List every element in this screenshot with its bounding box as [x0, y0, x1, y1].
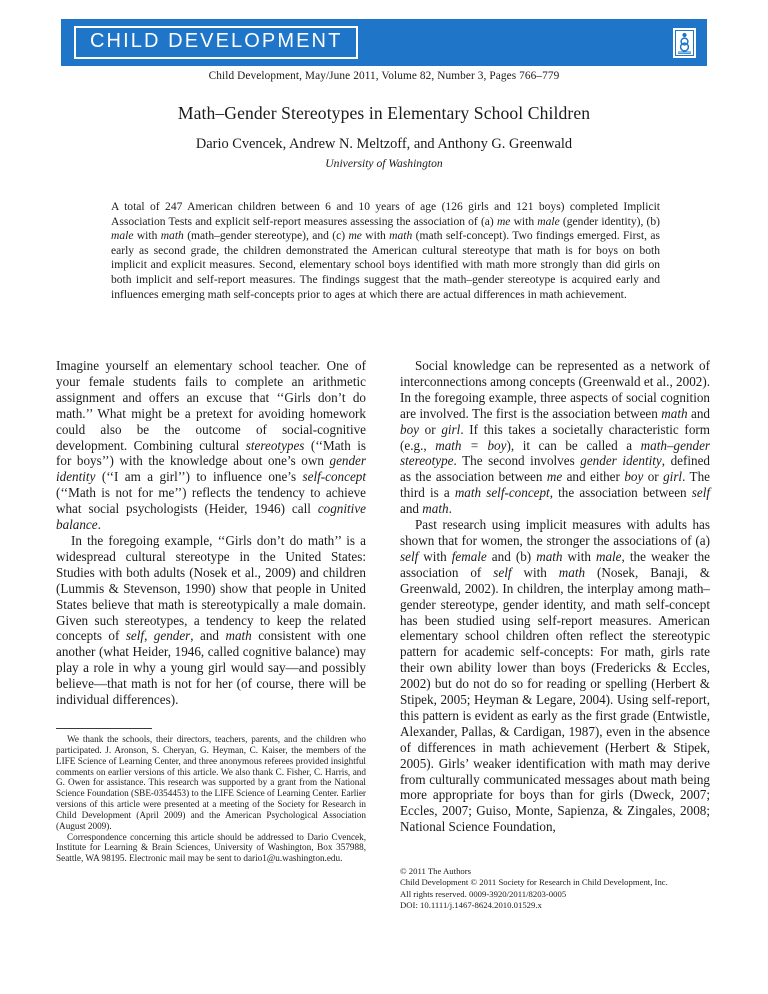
paragraph-emphasis: math = boy	[435, 437, 507, 453]
paragraph-text: or	[418, 421, 442, 437]
abstract-emphasis: me	[496, 215, 511, 228]
paragraph-text: . The third is a	[400, 469, 710, 501]
paragraph-emphasis: cognitive balance	[56, 501, 366, 533]
journal-citation-line: Child Development, May/June 2011, Volume 82, Number 3, Pages 766–779	[208, 70, 560, 82]
abstract-text: (gender identity), (b)	[559, 215, 660, 228]
paragraph-emphasis: stereotypes	[245, 437, 305, 453]
paragraph-text: with	[511, 564, 559, 580]
paragraph-text: , the weaker the association of	[400, 548, 710, 580]
paragraph-text: . If this takes a societally characteristic form (e.g.,	[400, 421, 710, 453]
journal-name-box	[74, 26, 358, 59]
paragraph-text: Past research using implicit measures with adults has shown that for women, the stronger the associations of (a)	[400, 517, 710, 548]
paragraph-text: with	[562, 548, 596, 564]
paragraph-emphasis: male	[595, 548, 622, 564]
paragraph-emphasis: math	[536, 548, 563, 564]
paragraph-text: and	[687, 405, 710, 421]
paragraph-text: (‘‘Math is not for me’’) reflects the tendency to achieve what social psychologists (Heider, 1946) call	[56, 485, 366, 517]
paragraph-text: and either	[562, 469, 625, 485]
paragraph-emphasis: girl	[663, 469, 683, 485]
article-authors: Dario Cvencek, Andrew N. Meltzoff, and Anthony G. Greenwald	[195, 136, 573, 152]
abstract-text: (math–gender stereotype), and (c)	[183, 230, 349, 243]
paragraph-emphasis: gender identity	[580, 453, 662, 469]
paragraph-emphasis: me	[546, 469, 563, 485]
paragraph-emphasis: boy	[400, 421, 419, 437]
paragraph-text: ,	[144, 628, 154, 644]
body-column-left	[56, 358, 366, 708]
article-affiliation: University of Washington	[325, 157, 443, 170]
paragraph-emphasis: self	[400, 548, 419, 564]
paragraph-emphasis: math	[558, 564, 586, 580]
paragraph	[56, 533, 366, 708]
paragraph-emphasis: math	[661, 405, 688, 421]
paragraph-emphasis: math	[225, 628, 252, 644]
abstract-text: with	[133, 230, 161, 243]
abstract-emphasis: male	[111, 230, 134, 243]
journal-name: CHILD DEVELOPMENT	[90, 30, 343, 52]
paragraph-text: Imagine yourself an elementary school teacher. One of your female students fails to complete an arithmetic assignment and offers an excuse that ‘‘Girls don’t do math.’’ What might be a pretext for avoiding homework could also be the outcome of social-cognitive development. Combining cultural	[56, 358, 366, 453]
paragraph-text: ), it can be called a	[506, 437, 641, 453]
page-title: Math–Gender Stereotypes in Elementary School Children	[177, 103, 591, 123]
paragraph-emphasis: gender identity	[56, 453, 366, 485]
paragraph-text: .	[97, 517, 101, 533]
paragraph-emphasis: boy	[624, 469, 644, 485]
paragraph-text: In the foregoing example, ‘‘Girls don’t do math’’ is a widespread cultural stereotype in the United States: Studies with both adults (Nosek et al., 2009) and children (Lummis & Stevenson, 1990) show that people in United States believe that math is stereotypically a male domain. Given such stereotypes, a tendency to keep the related concepts of	[56, 532, 366, 644]
journal-masthead-banner	[61, 19, 707, 66]
copyright-block	[400, 866, 710, 912]
paragraph-text: , defined as the association between	[400, 453, 711, 485]
paragraph-text: with	[418, 548, 452, 564]
paragraph-text: or	[643, 469, 664, 485]
paragraph-text: (‘‘Math is for boys’’) with the knowledge about one’s own	[56, 437, 366, 469]
srcd-society-emblem-icon	[673, 28, 696, 58]
abstract-emphasis: math	[160, 230, 184, 243]
footnote-block	[56, 728, 366, 864]
abstract-text: A total of 247 American children between 6 and 10 years of age (126 girls and 121 boys) completed Implicit Association Tests and explicit self-report measures assessing the association of (a)	[111, 201, 660, 228]
paragraph-text: consistent with one another (what Heider, 1946, called cognitive balance) may play a role in why a young girl would say—and possibly believe—that math is not for her (of course, there will be individual differences).	[56, 628, 366, 708]
paragraph-text: . The second involves	[453, 453, 581, 469]
footnote-acknowledgments: We thank the schools, their directors, teachers, parents, and the children who participated. J. Aronson, S. Cheryan, G. Heyman, C. Kaiser, the members of the LIFE Science of Learning Center, and three anonymous referees provided insightful comments on earlier versions of this article. We also thank C. Fisher, C. Harris, and G. Owen for assistance. This research was supported by a grant from the National Science Foundation (SBE-0354453) to the LIFE Science of Learning Center. Earlier versions of this article were presented at a meeting of the Society for Research in Child Development (April 2009) and the American Psychological Association (August 2009).	[56, 734, 366, 831]
copyright-doi-line: DOI: 10.1111/j.1467-8624.2010.01529.x	[400, 900, 542, 911]
paragraph	[56, 358, 366, 533]
paragraph	[400, 517, 710, 835]
article-abstract	[111, 200, 660, 302]
body-column-right	[400, 358, 710, 835]
paragraph-emphasis: math self-concept	[454, 485, 550, 501]
paragraph-emphasis: self-concept	[302, 469, 366, 485]
abstract-text: (math self-concept). Two findings emerged. First, as early as second grade, the children demonstrated the American cultural stereotype that math is for boys on both implicit and explicit measures. Second, elementary school boys identified with math more strongly than did girls on both implicit and self-report measures. The findings suggest that the math–gender stereotype is acquired early and influences emerging math self-concepts prior to ages at which there are actual differences in math achievement.	[111, 230, 661, 301]
paragraph-text: (‘‘I am a girl’’) to influence one’s	[95, 469, 303, 485]
paragraph-text: and	[400, 501, 423, 517]
paragraph-text: , and	[190, 628, 226, 644]
copyright-society-line: Child Development © 2011 Society for Research in Child Development, Inc.	[400, 877, 668, 888]
abstract-text: with	[510, 215, 538, 228]
paragraph-emphasis: female	[451, 548, 487, 564]
paragraph-text: and (b)	[486, 548, 537, 564]
paragraph-emphasis: self	[125, 628, 145, 644]
paragraph	[400, 358, 710, 517]
paragraph-emphasis: gender	[153, 628, 191, 644]
paragraph-text: .	[448, 501, 452, 517]
paragraph-emphasis: girl	[441, 421, 461, 437]
paragraph-text: Social knowledge can be represented as a network of interconnections among concepts (Greenwald et al., 2002). In the foregoing example, three aspects of social cognition are involved. The first is the association between	[400, 358, 710, 421]
abstract-emphasis: male	[537, 215, 560, 228]
paragraph-emphasis: self	[493, 564, 512, 580]
footnote-correspondence: Correspondence concerning this article should be addressed to Dario Cvencek, Institute for Learning & Brain Sciences, University of Washington, Box 357988, Seattle, WA 98195. Electronic mail may be sent to dario1@u.washington.edu.	[56, 831, 366, 864]
footnote-divider	[56, 728, 152, 729]
paragraph-emphasis: math–gender stereotype	[400, 437, 711, 469]
paragraph-text: (Nosek, Banaji, & Greenwald, 2002). In children, the interplay among math–gender stereotype, gender identity, and math self-concept has been studied using self-report measures. American elementary school children often reflect the stereotypic pattern for academic self-concepts: For math, girls rate their own ability lower than boys (Fredericks & Eccles, 2002) but do not do so for reading or spelling (Herbert & Stipek, 2005; Heyman & Legare, 2004). Using self-report, this pattern is evident as early as the first grade (Entwistle, Alexander, Pallas, & Cardigan, 1987), even in the absence of differences in math achievement (Herbert & Stipek, 2005). Girls’ weaker identification with math may derive from culturally communicated messages about math being more appropriate for boys than for girls (Dweck, 2007; Eccles, 2007; Guiso, Monte, Sapienza, & Zingales, 2008; National Science Foundation,	[400, 564, 710, 835]
paragraph-emphasis: math	[422, 501, 449, 517]
copyright-authors-line: © 2011 The Authors	[400, 866, 472, 876]
abstract-text: with	[361, 230, 390, 243]
abstract-emphasis: math	[389, 230, 413, 243]
paragraph-emphasis: self	[691, 485, 710, 501]
paragraph-text: , the association between	[549, 485, 692, 501]
abstract-emphasis: me	[348, 230, 362, 243]
copyright-rights-line: All rights reserved. 0009-3920/2011/8203-0005	[400, 888, 567, 899]
